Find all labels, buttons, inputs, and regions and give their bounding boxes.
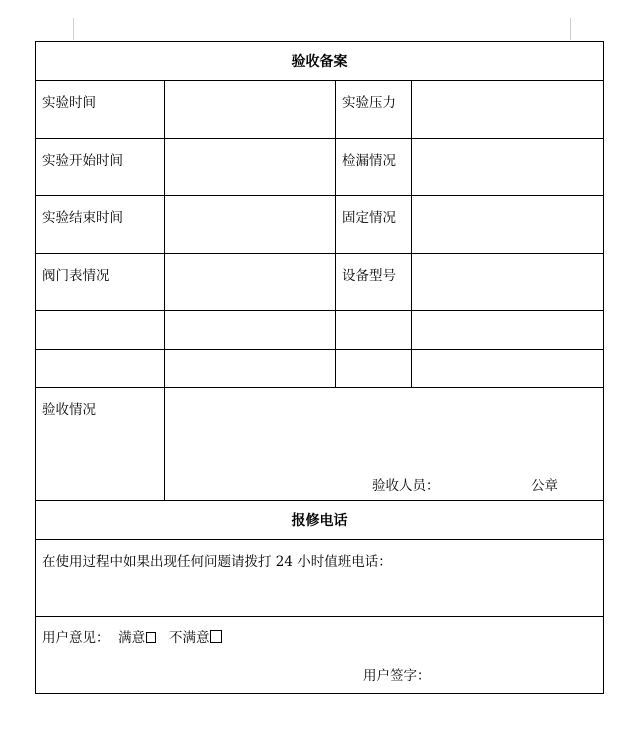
field-leak-check[interactable] — [412, 138, 604, 196]
acceptor-label: 验收人员： — [372, 478, 440, 494]
satisfied-label: 满意 — [118, 630, 146, 646]
unsatisfied-checkbox[interactable] — [210, 630, 222, 643]
label-leak-check: 检漏情况 — [336, 138, 412, 196]
user-signature-label: 用户签字： — [363, 668, 431, 684]
repair-section-title: 报修电话 — [36, 501, 604, 540]
label-test-start-time: 实验开始时间 — [36, 138, 165, 196]
page-corner-mark-left — [73, 18, 74, 40]
field-test-end-time[interactable] — [165, 196, 336, 254]
field-valve-meter-status[interactable] — [165, 253, 336, 311]
label-test-end-time: 实验结束时间 — [36, 196, 165, 254]
field-test-pressure[interactable] — [412, 81, 604, 139]
blank-cell[interactable] — [36, 311, 165, 350]
user-opinion-label: 用户意见： — [42, 630, 110, 646]
hotline-notice: 在使用过程中如果出现任何问题请拨打 24 小时值班电话： — [36, 540, 604, 617]
label-fixing-status: 固定情况 — [336, 196, 412, 254]
label-valve-meter-status: 阀门表情况 — [36, 253, 165, 311]
unsatisfied-label: 不满意 — [168, 630, 210, 646]
field-fixing-status[interactable] — [412, 196, 604, 254]
label-equipment-model: 设备型号 — [336, 253, 412, 311]
label-test-pressure: 实验压力 — [336, 81, 412, 139]
field-equipment-model[interactable] — [412, 253, 604, 311]
label-acceptance-result: 验收情况 — [36, 388, 165, 501]
field-test-time[interactable] — [165, 81, 336, 139]
user-opinion-cell — [36, 617, 604, 694]
blank-cell[interactable] — [412, 350, 604, 388]
acceptance-form-table — [35, 41, 604, 694]
blank-cell[interactable] — [165, 350, 336, 388]
label-test-time: 实验时间 — [36, 81, 165, 139]
blank-cell[interactable] — [36, 350, 165, 388]
blank-cell[interactable] — [412, 311, 604, 350]
user-opinion-row — [42, 626, 222, 646]
blank-cell[interactable] — [336, 350, 412, 388]
field-test-start-time[interactable] — [165, 138, 336, 196]
field-acceptance-result[interactable] — [165, 388, 604, 501]
page-corner-mark-right — [570, 18, 571, 40]
blank-cell[interactable] — [165, 311, 336, 350]
satisfied-checkbox[interactable] — [146, 632, 156, 643]
official-seal-label: 公章 — [531, 478, 558, 494]
blank-cell[interactable] — [336, 311, 412, 350]
accept-section-title: 验收备案 — [36, 42, 604, 81]
